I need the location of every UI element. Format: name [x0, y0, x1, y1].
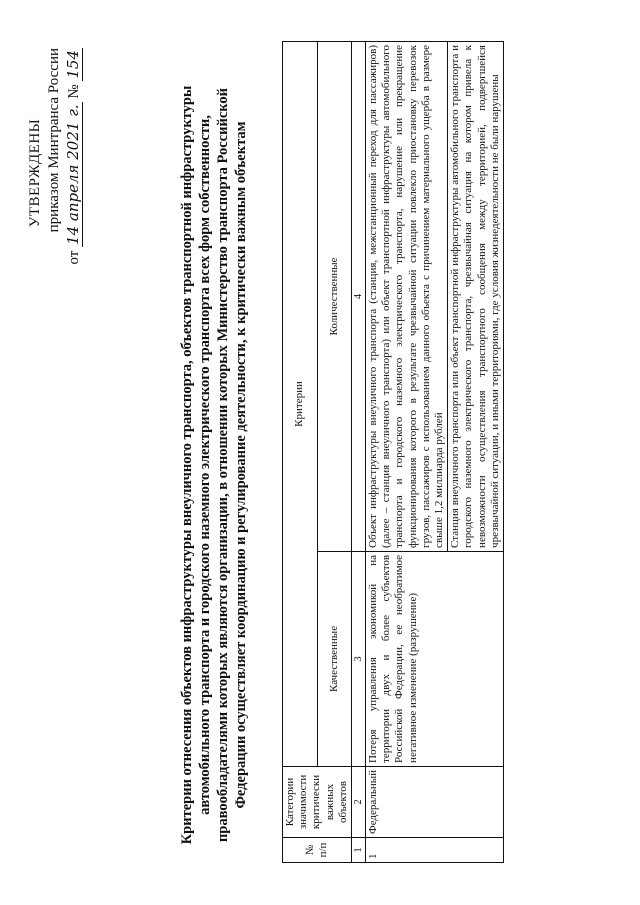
row-quantitative-2: Станция внеуличного транспорта или объект транспортной инфраструктуры автомобильного транспорта и городского наземного электрического транспорта, чрезвычайная ситуация на котором привела к невозможности осуществления транспортного сообщения между территорией, подвергшейся чрезвычайной ситуации, и иными территориями, где условия жизнедеятельности не были нарушены — [448, 42, 504, 552]
header-category: Категории значимости критически важных объектов — [283, 766, 352, 837]
handwritten-date: 14 апреля 2021 г. — [64, 104, 82, 245]
column-number: 1 — [352, 838, 366, 863]
table-row — [366, 42, 448, 863]
number-prefix: № — [66, 84, 82, 99]
column-number: 3 — [352, 551, 366, 766]
subheader-row — [317, 42, 352, 863]
header-criteria: Критерии — [283, 42, 318, 767]
approval-order: приказом Минтранса России — [46, 48, 62, 233]
row-category: Федеральный — [366, 766, 504, 837]
handwritten-number: 154 — [64, 50, 82, 79]
approval-block — [26, 48, 84, 298]
row-num: 1 — [366, 838, 504, 863]
header-qualitative: Качественные — [317, 551, 352, 766]
column-number: 4 — [352, 42, 366, 552]
approval-date-line — [64, 48, 84, 298]
approval-heading: УТВЕРЖДЕНЫ — [27, 118, 43, 228]
header-quantitative: Количественные — [317, 42, 352, 552]
column-number-row — [352, 42, 366, 863]
date-prefix: от — [66, 250, 82, 265]
column-number: 2 — [352, 766, 366, 837]
document-title: Критерии отнесения объектов инфраструктуры внеуличного транспорта, объектов транспортной инфраструктуры автомобильного транспорта и городского наземного электрического транспорта всех форм собственности, правообладателями которых являются организации, в отношении которых Министерство транспорта Российской Федерации осуществляет координацию и регулирование деятельности, к критически важным объектам — [179, 85, 249, 845]
row-quantitative-1: Объект инфраструктуры внеуличного транспорта (станция, межстанционный переход для пассажиров) (далее – станция внеуличного транспорта) или объект транспортной инфраструктуры автомобильного транспорта и городского наземного электрического транспорта, нарушение или прекращение функционирования которого в результате чрезвычайной ситуации повлекло приостановку перевозок грузов, пассажиров с использованием данного объекта с причинением материального ущерба в размере свыше 1,2 миллиарда рублей — [366, 42, 448, 552]
header-row — [283, 42, 318, 863]
row-qualitative: Потеря управления экономикой на территории двух и более субъектов Российской Федерации, ее необратимое негативное изменение (разрушение) — [366, 551, 504, 766]
criteria-table — [282, 41, 504, 863]
header-num: № п/п — [283, 838, 352, 863]
